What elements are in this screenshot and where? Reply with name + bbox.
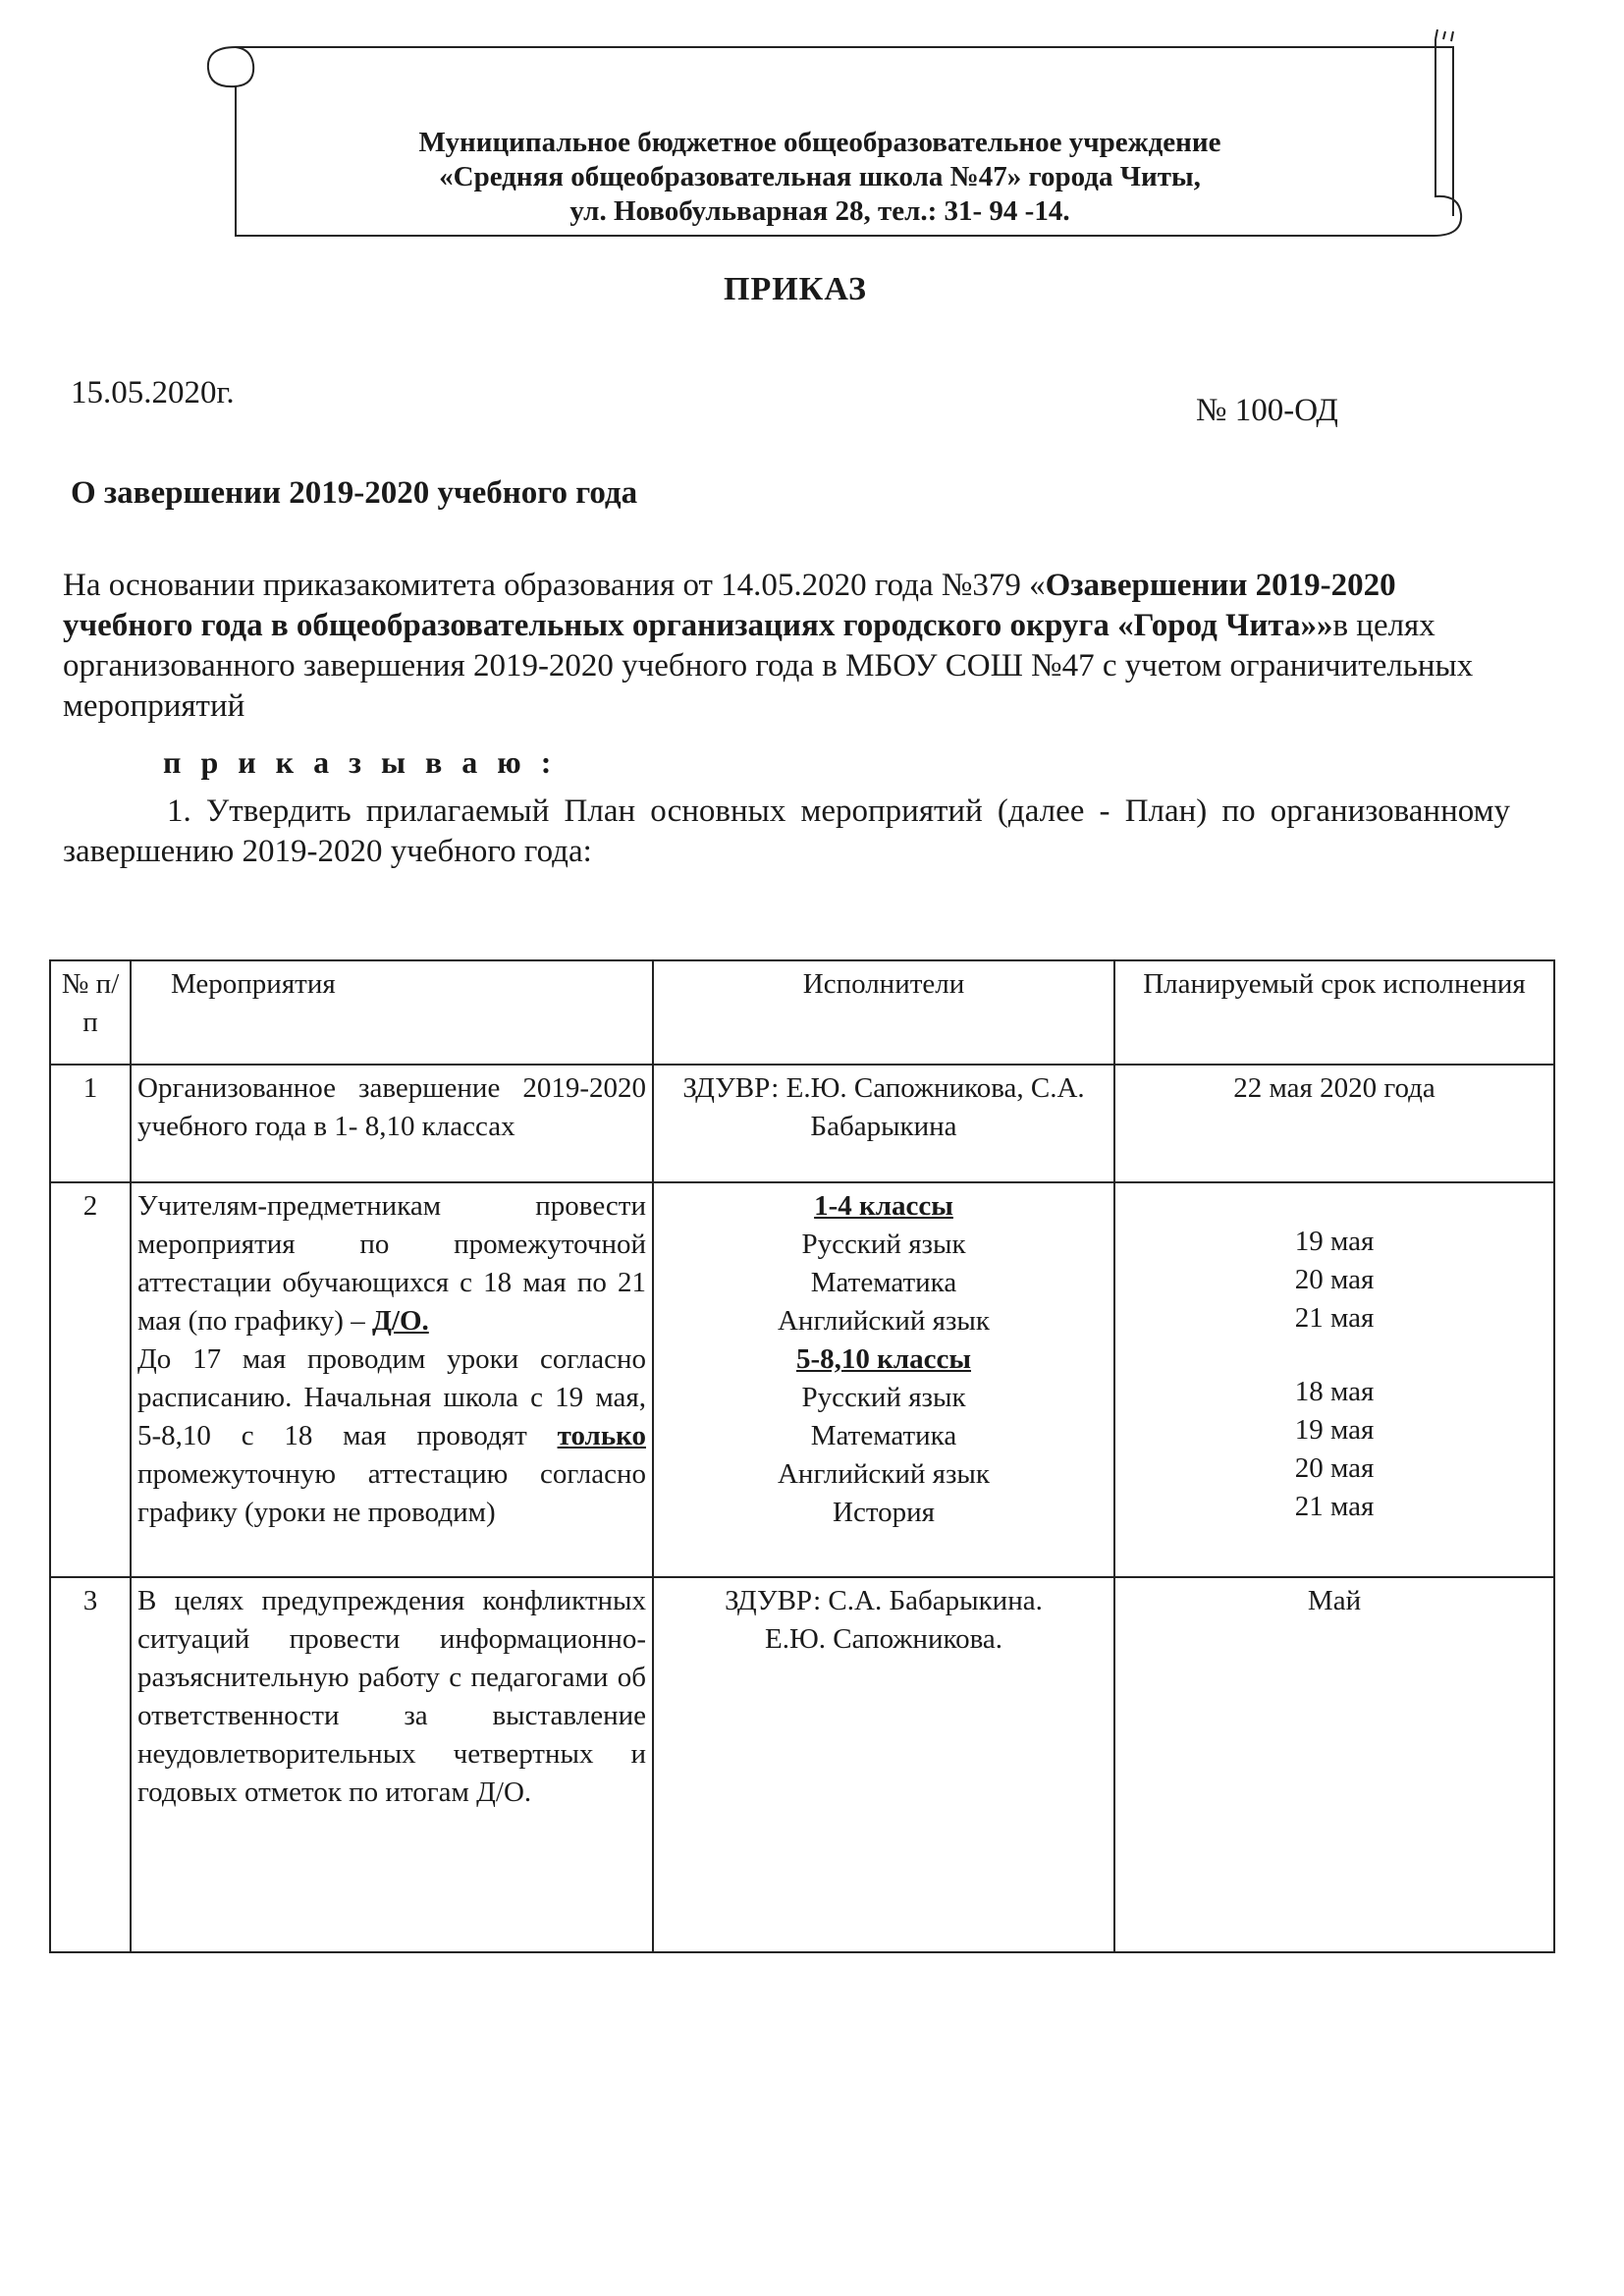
preamble-part-1: На основании приказакомитета образования от 14.05.2020 года №379 « — [63, 568, 1046, 603]
header-activity: Мероприятия — [131, 960, 653, 1065]
table-row — [50, 1577, 1554, 1952]
letterhead — [255, 126, 1384, 229]
row-3-deadline: Май — [1114, 1577, 1554, 1952]
row-3-executors — [653, 1577, 1114, 1952]
row-2-activity-do: Д/О. — [371, 1305, 429, 1337]
header-num: № п/п — [50, 960, 131, 1065]
row-2-activity-only: только — [557, 1420, 646, 1451]
group-2-subject: Английский язык — [777, 1458, 990, 1490]
row-1-deadline: 22 мая 2020 года — [1114, 1065, 1554, 1182]
letterhead-line-3: ул. Новобульварная 28, тел.: 31- 94 -14. — [569, 195, 1070, 227]
group-2-date: 21 мая — [1294, 1491, 1375, 1522]
group-2-date: 20 мая — [1294, 1452, 1375, 1484]
group-2-subject: История — [833, 1497, 935, 1528]
group-2-subject: Русский язык — [801, 1382, 966, 1413]
group-1-date: 20 мая — [1294, 1264, 1375, 1295]
preamble-part-2: в целях организованного завершения 2019-2020 учебного года в МБОУ СОШ №47 с учетом ограничительных мероприятий — [63, 608, 1474, 724]
row-3-activity: В целях предупреждения конфликтных ситуаций провести информационно-разъяснительную работу с педагогами об ответственности за выставление неудовлетворительных четвертных и годовых отметок по итогам Д/О. — [131, 1577, 653, 1952]
row-1-executors: ЗДУВР: Е.Ю. Сапожникова, С.А. Бабарыкина — [653, 1065, 1114, 1182]
group-2-date: 19 мая — [1294, 1414, 1375, 1446]
order-number: № 100-ОД — [1196, 393, 1338, 428]
group-2-date: 18 мая — [1294, 1376, 1375, 1407]
preamble — [63, 566, 1477, 727]
row-2-activity — [131, 1182, 653, 1577]
table-header-row — [50, 960, 1554, 1065]
group-2-subject: Математика — [810, 1420, 957, 1451]
group-1-label: 1-4 классы — [814, 1190, 953, 1222]
row-2-activity-c: промежуточную аттестацию согласно графику (уроки не проводим) — [137, 1458, 646, 1528]
row-2-activity-a: Учителям-предметникам провести мероприятия по промежуточной аттестации обучающихся с 18 мая по 21 мая (по графику) – — [137, 1190, 646, 1337]
group-2-label: 5-8,10 классы — [795, 1343, 972, 1375]
row-3-executor: ЗДУВР: С.А. Бабарыкина. — [725, 1585, 1043, 1616]
preamble-bold: Озавершении 2019-2020 учебного года в общеобразовательных организациях городского округа «Город Чита»» — [63, 568, 1396, 643]
order-verb: п р и к а з ы в а ю : — [163, 744, 558, 780]
order-date: 15.05.2020г. — [71, 375, 235, 410]
row-3-num: 3 — [50, 1577, 131, 1952]
header-deadline: Планируемый срок исполнения — [1114, 960, 1554, 1065]
row-1-num: 1 — [50, 1065, 131, 1182]
row-3-executor: Е.Ю. Сапожникова. — [764, 1623, 1003, 1655]
table-row — [50, 1182, 1554, 1577]
letterhead-line-1: Муниципальное бюджетное общеобразовательное учреждение — [418, 127, 1221, 158]
row-1-activity: Организованное завершение 2019-2020 учебного года в 1- 8,10 классах — [131, 1065, 653, 1182]
item-1-text: 1. Утвердить прилагаемый План основных мероприятий (далее - План) по организованному завершению 2019-2020 учебного года: — [63, 793, 1510, 869]
row-2-num: 2 — [50, 1182, 131, 1577]
row-2-executors — [653, 1182, 1114, 1577]
group-1-date: 19 мая — [1294, 1226, 1375, 1257]
group-1-subject: Русский язык — [801, 1229, 966, 1260]
group-1-subject: Английский язык — [777, 1305, 990, 1337]
table-row — [50, 1065, 1554, 1182]
order-subject: О завершении 2019-2020 учебного года — [71, 475, 638, 511]
row-2-activity-b: До 17 мая проводим уроки согласно расписанию. Начальная школа с 19 мая, 5-8,10 с 18 мая проводят — [137, 1343, 646, 1451]
order-title: ПРИКАЗ — [724, 271, 867, 307]
header-executors: Исполнители — [653, 960, 1114, 1065]
letterhead-line-2: «Средняя общеобразовательная школа №47» города Читы, — [439, 161, 1201, 192]
row-2-deadline — [1114, 1182, 1554, 1577]
plan-table — [49, 959, 1555, 1953]
group-1-date: 21 мая — [1294, 1302, 1375, 1334]
group-1-subject: Математика — [810, 1267, 957, 1298]
